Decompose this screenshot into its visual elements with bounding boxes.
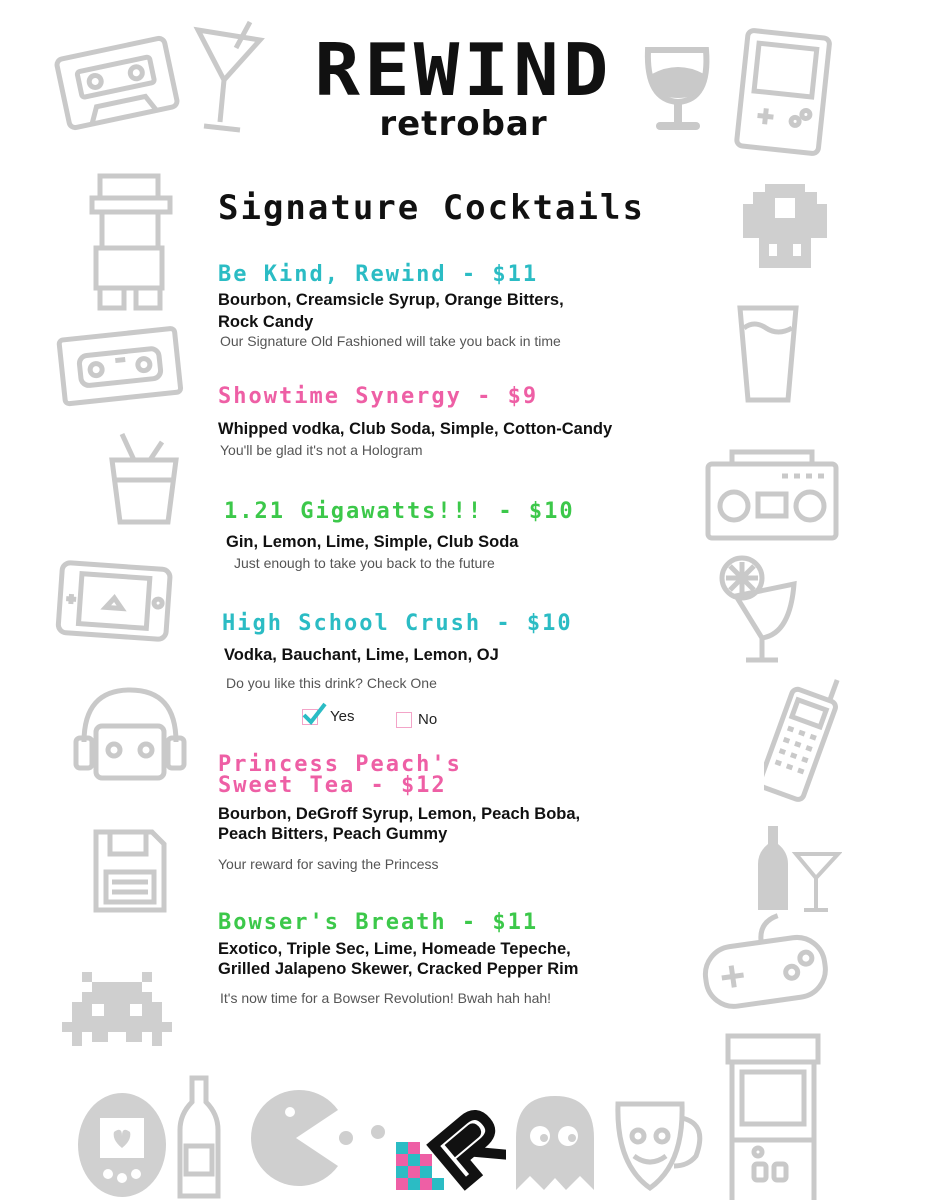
drink-ingredients (218, 939, 578, 979)
ingredients-line: Vodka, Bauchant, Lime, Lemon, OJ (224, 646, 499, 664)
ingredients-line: Peach Bitters, Peach Gummy (218, 825, 448, 843)
ghost-icon (510, 1092, 600, 1192)
beer-bottle-icon (168, 1072, 228, 1200)
drink-name: Bowser's Breath - $11 (218, 910, 539, 935)
ingredients-line: Bourbon, Creamsicle Syrup, Orange Bitters, (218, 291, 564, 309)
mushroom-icon (735, 178, 835, 278)
drink-tagline: Our Signature Old Fashioned will take you back in time (220, 333, 561, 349)
section-title: Signature Cocktails (218, 188, 645, 228)
ingredients-line: Grilled Jalapeno Skewer, Cracked Pepper Rim (218, 960, 579, 978)
checkbox-no-label: No (418, 711, 438, 728)
space-invader-icon (62, 968, 172, 1058)
drink-tagline: It's now time for a Bowser Revolution! Bwah hah hah! (220, 990, 552, 1006)
drink-name: High School Crush - $10 (222, 611, 573, 636)
pacman-icon (246, 1088, 406, 1188)
drink-ingredients (224, 644, 499, 666)
ingredients-line: Whipped vodka, Club Soda, Simple, Cotton-Candy (218, 420, 613, 438)
bottle-martini-icon (752, 820, 842, 916)
checkbox-yes[interactable] (302, 708, 354, 725)
drink-name-line: Princess Peach's (218, 752, 462, 777)
drink-ingredients (226, 531, 518, 553)
brick-phone-icon (764, 666, 844, 806)
drink-name: Showtime Synergy - $9 (218, 384, 539, 409)
ingredients-line: Gin, Lemon, Lime, Simple, Club Soda (226, 533, 519, 551)
floppy-disk-icon (90, 826, 170, 916)
headphones-cassette-icon (70, 680, 190, 790)
retrobar-logo-icon (396, 1094, 506, 1194)
drink-name: Be Kind, Rewind - $11 (218, 262, 539, 287)
tamagotchi-icon (72, 1090, 172, 1200)
checkbox-no[interactable] (396, 711, 437, 728)
brand-subtitle: retrobar (379, 104, 548, 144)
arcade-cabinet-icon (718, 1030, 828, 1200)
drink-tagline: Just enough to take you back to the future (234, 555, 495, 571)
drink-ingredients (218, 804, 580, 844)
pitcher-icon (604, 1094, 714, 1194)
drink-tagline: Do you like this drink? Check One (226, 675, 437, 691)
pixel-character-icon (82, 168, 182, 318)
vhs-tape-icon (56, 322, 186, 412)
drink-name: 1.21 Gigawatts!!! - $10 (224, 499, 575, 524)
ingredients-line: Rock Candy (218, 313, 314, 331)
handheld-pacman-icon (54, 558, 174, 648)
checkbox-no-box[interactable] (396, 712, 412, 728)
brand-title: REWIND (314, 28, 613, 112)
citrus-drink-icon (716, 554, 806, 664)
drink-ingredients (218, 289, 564, 333)
checkbox-yes-box[interactable] (302, 709, 318, 725)
checkbox-yes-label: Yes (330, 708, 355, 725)
drink-tagline: Your reward for saving the Princess (218, 856, 439, 872)
drink-tagline: You'll be glad it's not a Hologram (220, 442, 423, 458)
drink-name (218, 754, 462, 796)
boombox-icon (702, 444, 842, 544)
cocktail-cup-icon (104, 430, 184, 530)
drink-ingredients (218, 418, 612, 440)
checkmark-icon (301, 702, 327, 726)
game-controller-icon (694, 912, 834, 1012)
beer-glass-icon (730, 300, 810, 410)
drink-name-line: Sweet Tea - $12 (218, 773, 447, 798)
ingredients-line: Exotico, Triple Sec, Lime, Homeade Tepeche, (218, 940, 571, 958)
ingredients-line: Bourbon, DeGroff Syrup, Lemon, Peach Boba, (218, 805, 581, 823)
